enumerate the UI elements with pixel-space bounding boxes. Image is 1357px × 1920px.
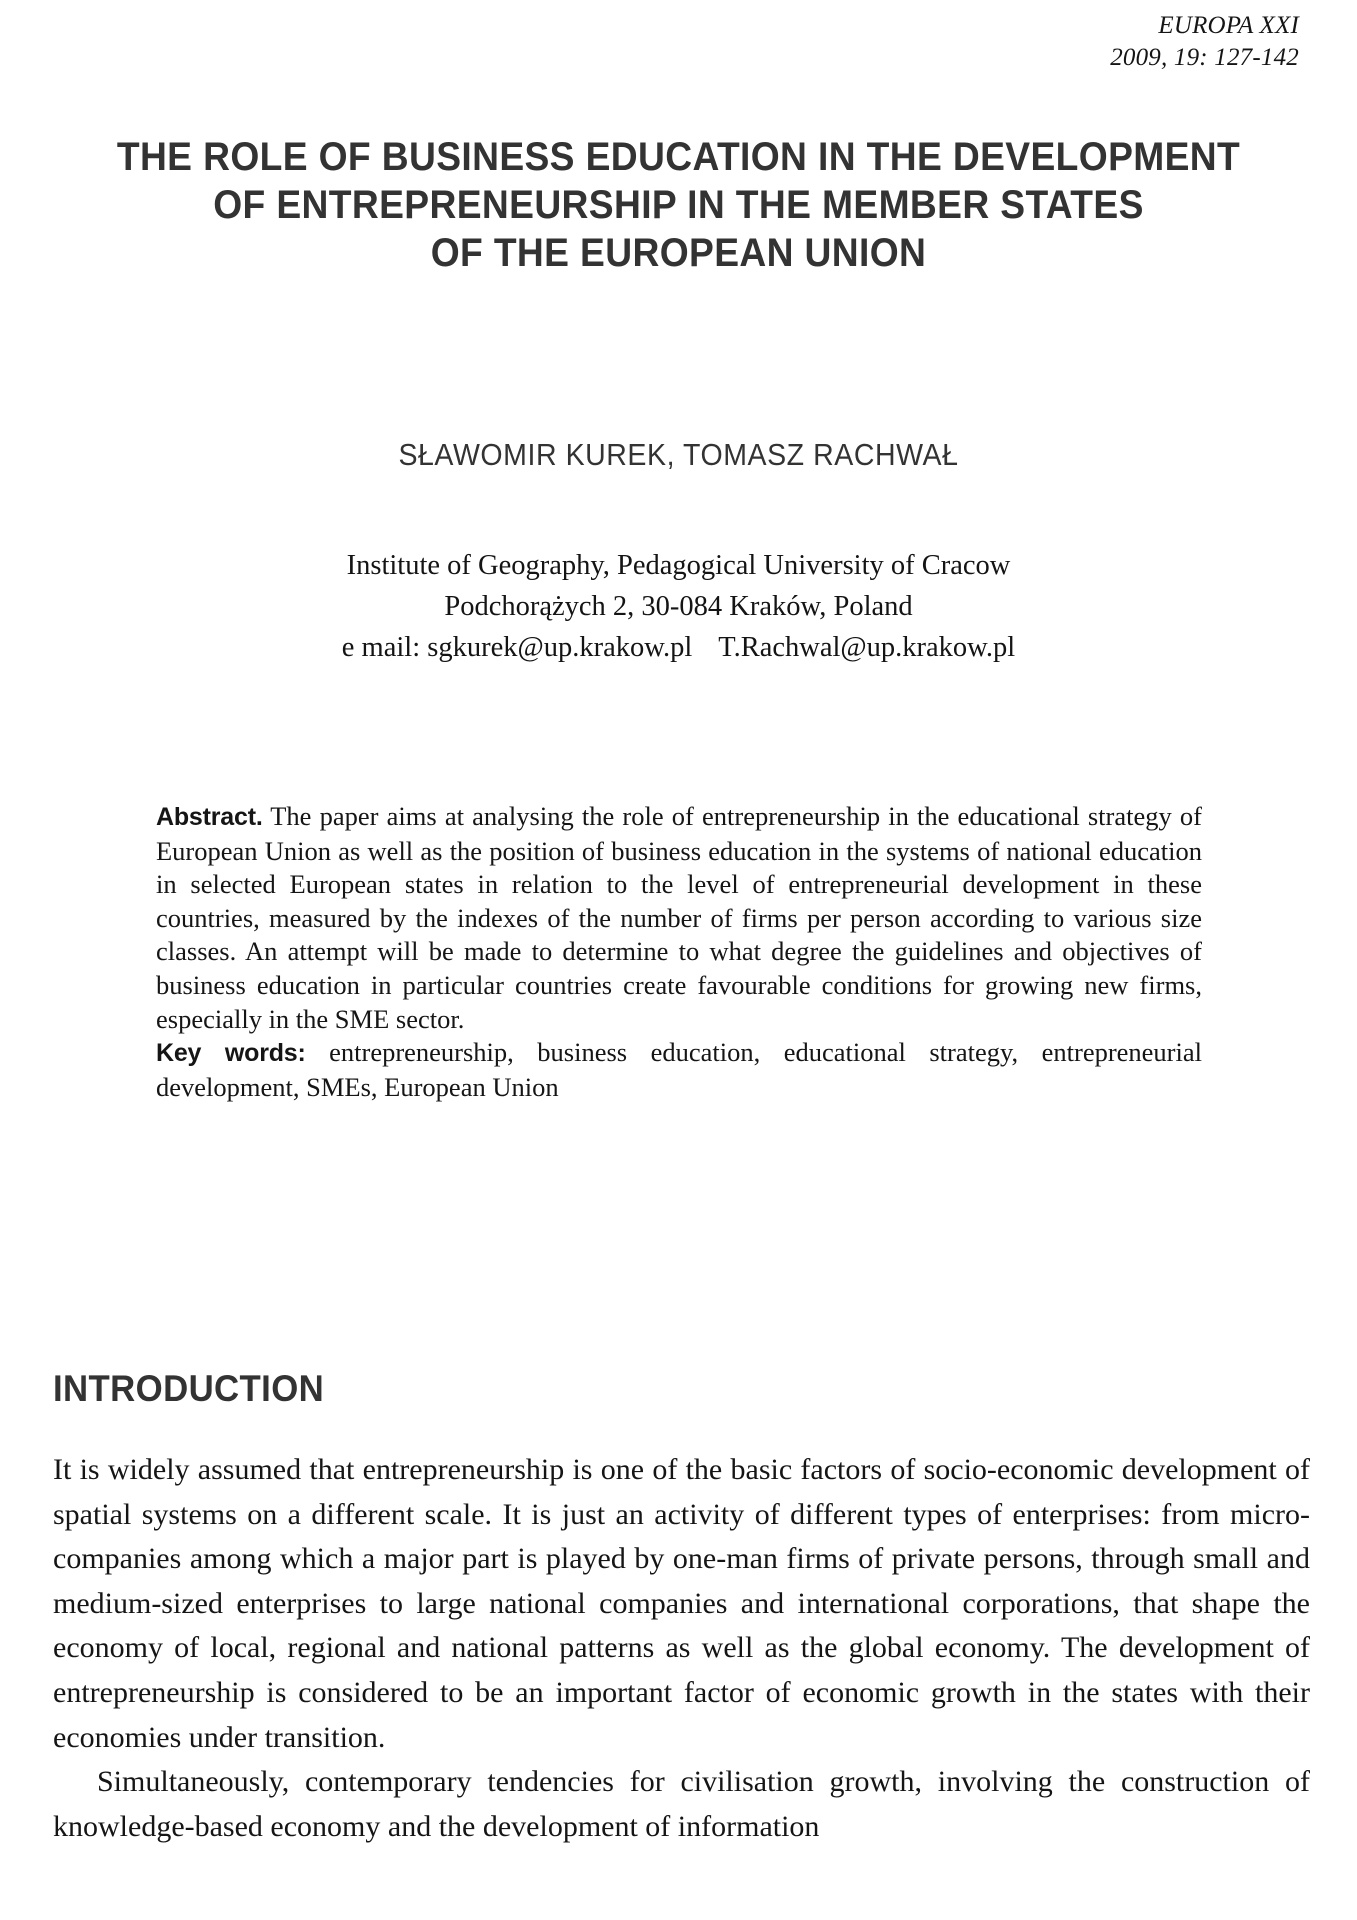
section-heading-introduction: INTRODUCTION: [53, 1368, 325, 1409]
abstract-paragraph: [156, 800, 1202, 1036]
abstract-block: [156, 800, 1202, 1104]
affiliation-institute: Institute of Geography, Pedagogical University of Cracow: [346, 550, 1011, 581]
journal-name: EUROPA XXI: [1158, 12, 1299, 39]
email-first[interactable]: e mail: sgkurek@up.krakow.pl: [341, 632, 693, 663]
keywords-text: entrepreneurship, business education, educational strategy, entrepreneurial development, SMEs, European Union: [156, 1037, 1202, 1102]
affiliation-emails: [56, 627, 1301, 668]
keywords-paragraph: [156, 1036, 1202, 1104]
title-line-3: OF THE EUROPEAN UNION: [430, 231, 927, 275]
abstract-text: The paper aims at analysing the role of entrepreneurship in the educational strategy of European Union as well as the position of business education in the systems of national education in selected European states in relation to the level of entrepreneurial development in these countries, measured by the indexes of the number of firms per person according to various size classes. An attempt will be made to determine to what degree the guidelines and objectives of business education in particular countries create favourable conditions for growing new firms, especially in the SME sector.: [156, 801, 1202, 1034]
journal-issue: 2009, 19: 127-142: [1110, 44, 1299, 71]
affiliation-address: Podchorążych 2, 30-084 Kraków, Poland: [444, 591, 913, 622]
keywords-label: Key words:: [156, 1039, 306, 1068]
abstract-label: Abstract.: [156, 803, 263, 831]
body-paragraph-2: Simultaneously, contemporary tendencies for civilisation growth, involving the construction of knowledge-based economy and the development of information: [53, 1765, 1310, 1843]
body-paragraph-1: It is widely assumed that entrepreneurship is one of the basic factors of socio-economic development of spatial systems on a different scale. It is just an activity of different types of enterprises: from micro-companies among which a major part is played by one-man firms of private persons, through small and medium-sized enterprises to large national companies and international corporations, that shape the economy of local, regional and national patterns as well as the global economy. The development of entrepreneurship is considered to be an important factor of economic growth in the states with their economies under transition.: [53, 1453, 1310, 1754]
paper-title: [56, 133, 1301, 277]
title-line-1: THE ROLE OF BUSINESS EDUCATION IN THE DEVELOPMENT: [116, 135, 1241, 179]
author-list: SŁAWOMIR KUREK, TOMASZ RACHWAŁ: [398, 437, 959, 472]
email-second[interactable]: T.Rachwal@up.krakow.pl: [718, 632, 1016, 663]
running-head: [1110, 10, 1299, 74]
title-line-2: OF ENTREPRENEURSHIP IN THE MEMBER STATES: [213, 183, 1144, 227]
introduction-body: [53, 1448, 1310, 1849]
author-affiliation: [56, 545, 1301, 668]
